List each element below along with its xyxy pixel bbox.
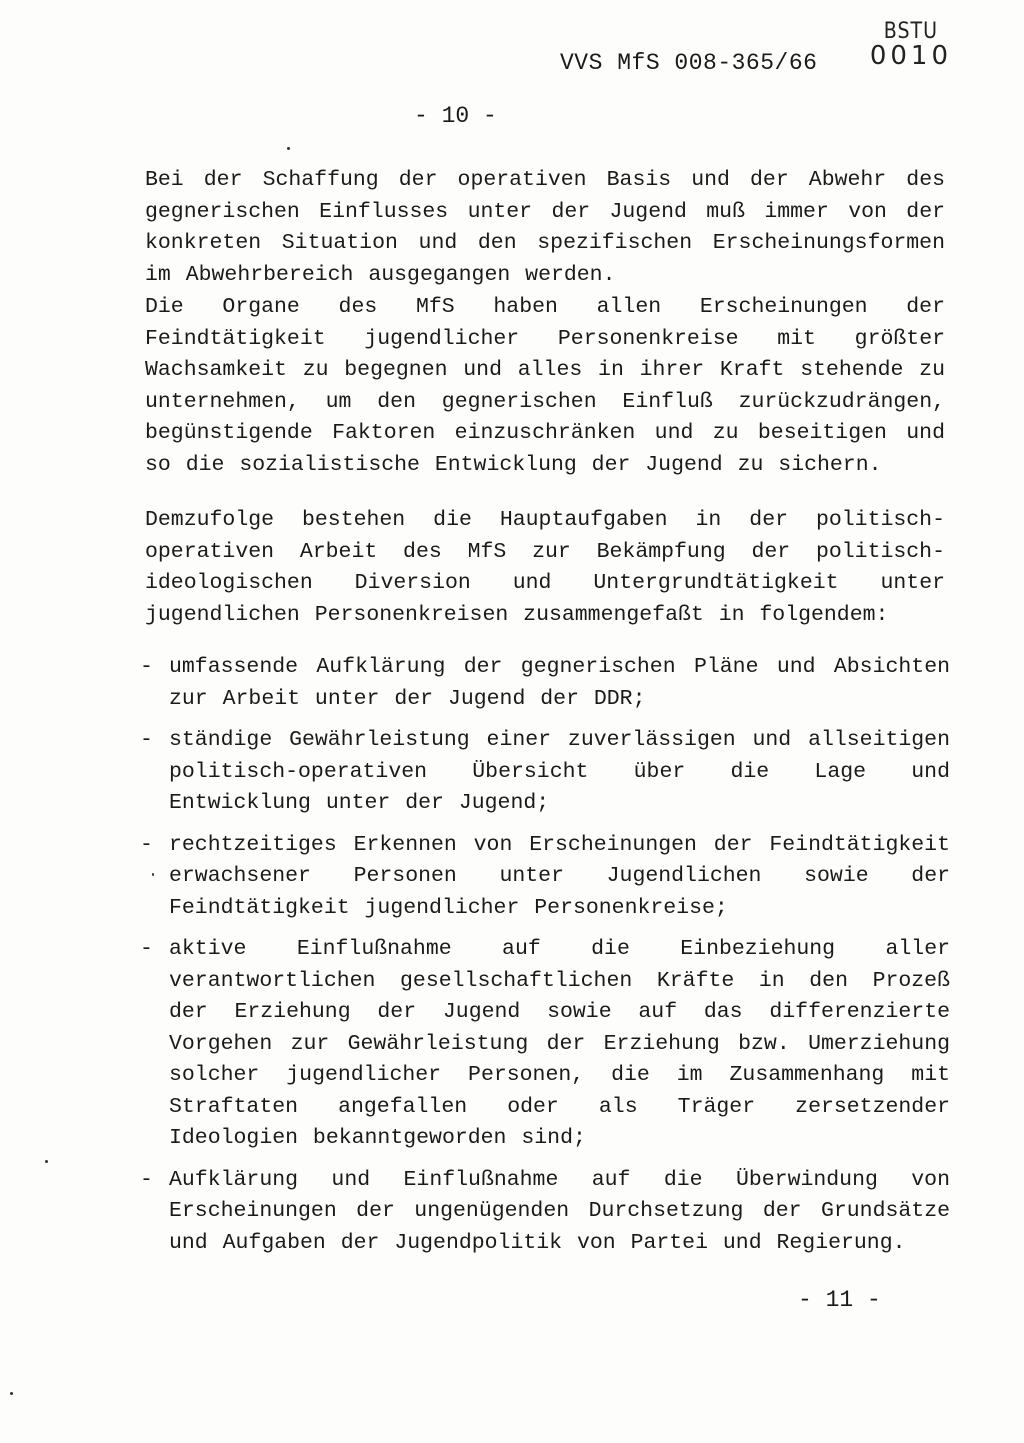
scan-speck <box>45 1160 48 1163</box>
list-item-text: aktive Einflußnahme auf die Einbeziehung aller verantwortlichen gesellschaftlichen Kräfte in den Prozeß der Erziehung der Jugend sowie auf das differenzierte Vorgehen zur Gewährleistung der Erziehung bzw. Umerziehung solcher jugendlicher Personen, die im Zusammenhang mit Straftaten angefallen oder als Träger zersetzender Ideologien bekanntgeworden sind; <box>169 937 950 1150</box>
paragraph: Die Organe des MfS haben allen Erscheinungen der Feindtätigkeit jugendlicher Personenkreise mit größter Wachsamkeit zu begegnen und alles in ihrer Kraft stehende zu unternehmen, um den gegnerischen Einfluß zurückzudrängen, begünstigende Faktoren einzuschränken und zu beseitigen und so die sozialistische Entwicklung der Jugend zu sichern. <box>145 295 945 477</box>
bullet-dash: - <box>140 655 153 679</box>
list-item <box>140 725 950 820</box>
list-item-text: Aufklärung und Einflußnahme auf die Überwindung von Erscheinungen der ungenügenden Durchsetzung der Grundsätze und Aufgaben der Jugendpolitik von Partei und Regierung. <box>169 1167 950 1255</box>
task-list <box>140 652 950 1269</box>
document-reference: VVS MfS 008-365/66 <box>560 50 818 76</box>
next-page-marker: - 11 - <box>798 1287 881 1313</box>
list-item <box>140 934 950 1155</box>
bullet-dash: - <box>140 937 153 961</box>
list-item <box>140 830 950 925</box>
bullet-dash: - <box>140 728 153 752</box>
list-item-text: ständige Gewährleistung einer zuverlässigen und allseitigen politisch-operativen Übersicht über die Lage und Entwicklung unter der Jugend; <box>169 728 950 815</box>
bullet-dash: - <box>140 1167 153 1192</box>
bullet-dash: - <box>140 832 153 857</box>
list-item-text: rechtzeitiges Erkennen von Erscheinungen der Feindtätigkeit erwachsener Personen unter Jugendlichen sowie der Feindtätigkeit jugendlicher Personenkreise; <box>169 832 950 920</box>
archive-stamp <box>869 18 952 71</box>
list-item <box>140 1165 950 1260</box>
list-item <box>140 652 950 715</box>
scan-speck <box>287 147 290 150</box>
archive-mark: BSTU <box>883 18 939 44</box>
scan-speck <box>10 1392 13 1395</box>
paragraph-block <box>145 165 945 291</box>
paragraph: Demzufolge bestehen die Hauptaufgaben in der politisch-operativen Arbeit des MfS zur Bekämpfung der politisch-ideologischen Diversion und Untergrundtätigkeit unter jugendlichen Personenkreisen zusammengefaßt in folgendem: <box>145 508 945 627</box>
scan-speck <box>152 873 154 876</box>
paragraph: Bei der Schaffung der operativen Basis und der Abwehr des gegnerischen Einflusses unter der Jugend muß immer von der konkreten Situation und den spezifischen Erscheinungsformen im Abwehrbereich ausgegangen werden. <box>145 168 945 287</box>
page-number: - 10 - <box>414 103 497 129</box>
list-item-text: umfassende Aufklärung der gegnerischen Pläne und Absichten zur Arbeit unter der Jugend der DDR; <box>169 655 950 711</box>
paragraph-block <box>145 505 945 631</box>
archive-number: 0010 <box>869 41 952 71</box>
paragraph-block <box>145 292 945 481</box>
